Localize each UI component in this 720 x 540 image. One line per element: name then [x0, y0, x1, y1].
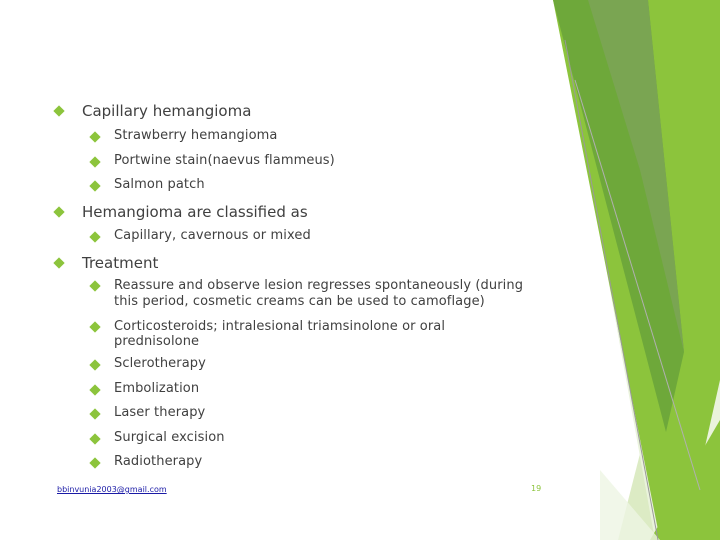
diamond-icon: [53, 257, 64, 268]
bullet-text-line: prednisolone: [114, 334, 200, 349]
bullet-item-level2: [114, 229, 311, 243]
diamond-icon: [53, 206, 64, 217]
bullet-text: Radiotherapy: [114, 454, 203, 469]
bullet-item-level1: [82, 102, 251, 120]
diamond-icon: [89, 384, 100, 395]
bullet-item-level1: [82, 203, 308, 221]
bullet-text: Hemangioma are classified as: [82, 203, 308, 221]
bullet-text: Strawberry hemangioma: [114, 128, 278, 143]
bullet-text: Portwine stain(naevus flammeus): [114, 153, 335, 168]
diamond-icon: [89, 280, 100, 291]
bullet-item-level2: [114, 320, 445, 349]
bullet-text: Embolization: [114, 381, 200, 396]
bullet-item-level2: [114, 357, 206, 371]
footer-email-link[interactable]: bbinvunia2003@gmail.com: [57, 485, 167, 494]
bullet-text: Treatment: [82, 254, 159, 272]
bullet-text-line: Corticosteroids; intralesional triamsinolone or oral: [114, 319, 446, 334]
bullet-text-line: Reassure and observe lesion regresses spontaneously (during: [114, 278, 524, 293]
diamond-icon: [89, 408, 100, 419]
bullet-item-level2: [114, 279, 523, 309]
diamond-icon: [89, 359, 100, 370]
bullet-text: Laser therapy: [114, 405, 206, 420]
bullet-item-level2: [114, 178, 205, 192]
bullet-item-level2: [114, 129, 277, 143]
bullet-text: Capillary hemangioma: [82, 102, 252, 120]
diamond-icon: [89, 180, 100, 191]
diamond-icon: [89, 156, 100, 167]
bullet-item-level2: [114, 154, 335, 168]
diamond-icon: [89, 321, 100, 332]
diamond-icon: [89, 131, 100, 142]
bullet-item-level2: [114, 406, 205, 420]
bullet-item-level2: [114, 431, 225, 445]
bullet-text: Sclerotherapy: [114, 356, 206, 371]
bullet-item-level1: [82, 254, 158, 272]
bullet-text: Capillary, cavernous or mixed: [114, 228, 311, 243]
bullet-text: Salmon patch: [114, 177, 205, 192]
bullet-item-level2: [114, 382, 199, 396]
page-number: 19: [531, 484, 542, 493]
diamond-icon: [89, 433, 100, 444]
diamond-icon: [89, 457, 100, 468]
diamond-icon: [53, 105, 64, 116]
diamond-icon: [89, 231, 100, 242]
bullet-text-line: this period, cosmetic creams can be used to camoflage): [114, 294, 485, 309]
bullet-item-level2: [114, 455, 202, 469]
bullet-text: Surgical excision: [114, 430, 225, 445]
